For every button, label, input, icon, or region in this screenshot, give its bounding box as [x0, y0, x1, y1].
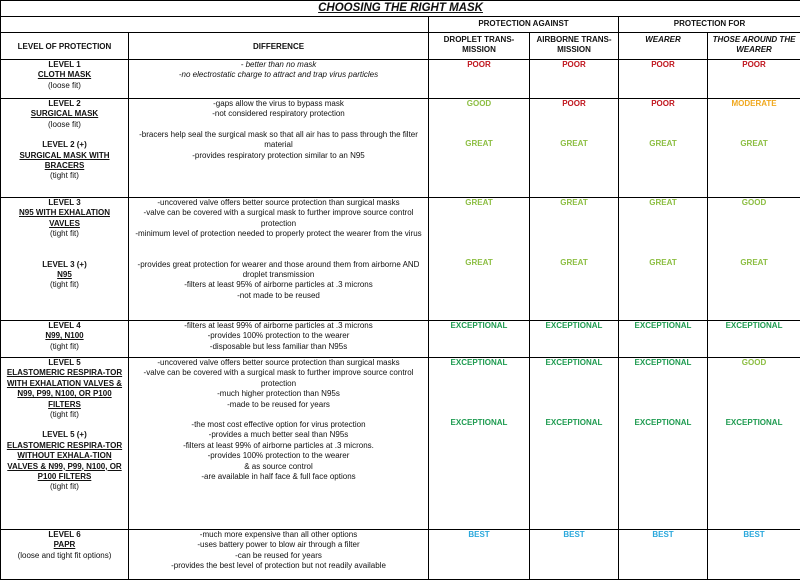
- difference-line: -uncovered valve offers better source protection than surgical masks: [157, 358, 400, 367]
- spacer: [710, 228, 798, 238]
- level-fit: (loose fit): [48, 80, 81, 90]
- rating-cell-droplet: [429, 321, 530, 358]
- spacer: [131, 240, 426, 250]
- level-num: LEVEL 3 (+): [42, 259, 87, 269]
- difference-line: -not considered respiratory protection: [212, 109, 345, 119]
- difference-line: -made to be reused for years: [227, 399, 330, 409]
- difference-line: -provides great protection for wearer and those around them from airborne AND droplet transmission: [137, 259, 420, 280]
- spacer: [710, 238, 798, 248]
- spacer: [621, 119, 705, 129]
- level-name: PAPR: [53, 540, 76, 550]
- level-name: N99, N100: [45, 331, 84, 341]
- rating-droplet: GREAT: [465, 139, 493, 149]
- difference-cell: [129, 321, 429, 358]
- difference-line: -provides a much better seal than N95s: [208, 430, 349, 440]
- level-fit: (tight fit): [50, 410, 79, 420]
- rating-wearer: EXCEPTIONAL: [634, 418, 692, 428]
- rating-others: EXCEPTIONAL: [725, 321, 783, 330]
- spacer: [621, 388, 705, 398]
- rating-droplet: EXCEPTIONAL: [450, 418, 508, 428]
- rating-others: BEST: [743, 530, 765, 539]
- difference-line: -not made to be reused: [237, 290, 320, 300]
- spacer: [621, 129, 705, 139]
- rating-droplet: GOOD: [466, 99, 492, 108]
- level-fit: (tight fit): [50, 280, 79, 290]
- spacer: [131, 410, 426, 420]
- spacer: [532, 238, 616, 248]
- level-cell: [1, 358, 129, 530]
- rating-droplet: EXCEPTIONAL: [450, 358, 508, 367]
- difference-line: & as source control: [244, 461, 313, 471]
- level-fit: (tight fit): [50, 482, 79, 492]
- difference-line: -filters at least 99% of airborne particles at .3 microns: [184, 321, 373, 330]
- rating-cell-airborne: [530, 321, 619, 358]
- rating-cell-airborne: [530, 358, 619, 530]
- spacer: [621, 208, 705, 218]
- rating-cell-others: [708, 99, 800, 198]
- difference-line: - better than no mask: [240, 60, 317, 69]
- col-header-airborne: AIRBORNE TRANS-MISSION: [530, 33, 619, 60]
- protection-against-header: PROTECTION AGAINST: [429, 17, 619, 33]
- rating-cell-others: [708, 198, 800, 321]
- level-cell: [1, 99, 129, 198]
- spacer: [3, 420, 126, 430]
- rating-airborne: GREAT: [560, 258, 588, 268]
- rating-airborne: EXCEPTIONAL: [545, 321, 603, 330]
- rating-droplet: GREAT: [465, 198, 493, 207]
- rating-cell-wearer: [619, 198, 708, 321]
- level-num: LEVEL 6: [48, 530, 81, 539]
- col-header-others: THOSE AROUND THE WEARER: [708, 33, 800, 60]
- spacer: [710, 218, 798, 228]
- level-num: LEVEL 2 (+): [42, 140, 87, 150]
- spacer: [431, 378, 527, 388]
- protection-for-header: PROTECTION FOR: [619, 17, 800, 33]
- rating-others: GREAT: [740, 139, 768, 149]
- rating-cell-others: [708, 60, 800, 99]
- spacer: [131, 250, 426, 260]
- rating-wearer: EXCEPTIONAL: [634, 321, 692, 330]
- difference-line: -filters at least 95% of airborne particles at .3 microns: [184, 280, 373, 290]
- level-cell: [1, 530, 129, 580]
- col-header-wearer: WEARER: [619, 33, 708, 60]
- spacer: [431, 218, 527, 228]
- rating-cell-airborne: [530, 198, 619, 321]
- rating-droplet: POOR: [467, 60, 491, 69]
- rating-wearer: EXCEPTIONAL: [634, 358, 692, 367]
- spacer: [710, 368, 798, 378]
- table-row: [1, 358, 800, 530]
- difference-line: -the most cost effective option for virus protection: [191, 420, 366, 430]
- rating-others: GOOD: [741, 358, 767, 367]
- spacer: [710, 388, 798, 398]
- page-title: CHOOSING THE RIGHT MASK: [1, 1, 800, 17]
- difference-cell: [129, 530, 429, 580]
- level-num: LEVEL 2: [48, 99, 81, 108]
- rating-cell-wearer: [619, 321, 708, 358]
- difference-line: -bracers help seal the surgical mask so that all air has to pass through the filter material: [139, 129, 418, 150]
- table-row: [1, 99, 800, 198]
- level-cell: [1, 198, 129, 321]
- spacer: [3, 240, 126, 250]
- rating-cell-droplet: [429, 530, 530, 580]
- spacer: [621, 228, 705, 238]
- spacer: [710, 208, 798, 218]
- difference-line: -provides 100% protection to the wearer: [207, 331, 350, 341]
- difference-cell: [129, 99, 429, 198]
- spacer: [431, 398, 527, 408]
- difference-line: -minimum level of protection needed to properly protect the wearer from the virus: [135, 229, 422, 239]
- level-num: LEVEL 5: [48, 358, 81, 367]
- spacer: [131, 120, 426, 130]
- rating-cell-droplet: [429, 198, 530, 321]
- level-cell: [1, 60, 129, 99]
- level-name: ELASTOMERIC RESPIRA-TOR WITH EXHALATION VALVES & N99, P99, N100, OR P100 FILTERS: [6, 368, 123, 409]
- difference-line: -no electrostatic charge to attract and trap virus particles: [178, 70, 379, 80]
- level-name: SURGICAL MASK: [30, 109, 99, 119]
- spacer: [532, 119, 616, 129]
- rating-droplet: GREAT: [465, 258, 493, 268]
- spacer: [710, 398, 798, 408]
- difference-cell: [129, 358, 429, 530]
- spacer: [532, 218, 616, 228]
- level-fit: (loose fit): [48, 119, 81, 129]
- difference-line: -much more expensive than all other options: [199, 530, 358, 539]
- difference-line: -provides respiratory protection similar to an N95: [192, 150, 365, 160]
- rating-cell-wearer: [619, 99, 708, 198]
- difference-line: -can be reused for years: [235, 550, 322, 560]
- spacer: [710, 248, 798, 258]
- rating-wearer: GREAT: [649, 139, 677, 149]
- rating-wearer: GREAT: [649, 258, 677, 268]
- spacer: [532, 388, 616, 398]
- spacer: [532, 208, 616, 218]
- col-header-level: LEVEL OF PROTECTION: [1, 33, 129, 60]
- rating-wearer: POOR: [651, 60, 675, 69]
- rating-others: MODERATE: [731, 99, 777, 108]
- spacer: [532, 228, 616, 238]
- level-fit: (loose and tight fit options): [17, 550, 112, 560]
- spacer: [431, 129, 527, 139]
- spacer: [621, 368, 705, 378]
- spacer: [431, 368, 527, 378]
- difference-cell: [129, 198, 429, 321]
- difference-line: -much higher protection than N95s: [217, 389, 340, 399]
- difference-line: -valve can be covered with a surgical mask to further improve source control protection: [143, 368, 414, 388]
- blank-header: [1, 17, 429, 33]
- rating-wearer: GREAT: [649, 198, 677, 207]
- spacer: [431, 238, 527, 248]
- spacer: [431, 119, 527, 129]
- spacer: [431, 109, 527, 119]
- table-row: [1, 321, 800, 358]
- spacer: [621, 398, 705, 408]
- spacer: [710, 109, 798, 119]
- rating-airborne: GREAT: [560, 139, 588, 149]
- spacer: [710, 129, 798, 139]
- difference-cell: [129, 60, 429, 99]
- rating-cell-wearer: [619, 60, 708, 99]
- table-row: [1, 60, 800, 99]
- level-cell: [1, 321, 129, 358]
- spacer: [621, 218, 705, 228]
- rating-droplet: BEST: [468, 530, 490, 539]
- difference-line: -uses battery power to blow air through a filter: [197, 540, 360, 550]
- spacer: [3, 250, 126, 260]
- spacer: [532, 398, 616, 408]
- rating-cell-others: [708, 321, 800, 358]
- difference-line: -are available in half face & full face options: [201, 472, 356, 482]
- rating-others: GREAT: [740, 258, 768, 268]
- table-row: [1, 198, 800, 321]
- rating-others: POOR: [742, 60, 766, 69]
- spacer: [532, 248, 616, 258]
- difference-line: -disposable but less familiar than N95s: [209, 341, 348, 351]
- spacer: [710, 408, 798, 418]
- rating-wearer: BEST: [652, 530, 674, 539]
- table-row: [1, 530, 800, 580]
- rating-cell-airborne: [530, 99, 619, 198]
- rating-wearer: POOR: [651, 99, 675, 108]
- rating-cell-others: [708, 530, 800, 580]
- rating-airborne: EXCEPTIONAL: [545, 418, 603, 428]
- spacer: [710, 119, 798, 129]
- rating-airborne: GREAT: [560, 198, 588, 207]
- col-header-difference: DIFFERENCE: [129, 33, 429, 60]
- difference-line: -provides the best level of protection but not readily available: [171, 561, 386, 571]
- rating-airborne: POOR: [562, 60, 586, 69]
- rating-others: GOOD: [741, 198, 767, 207]
- rating-airborne: POOR: [562, 99, 586, 108]
- difference-line: -uncovered valve offers better source protection than surgical masks: [157, 198, 400, 207]
- rating-droplet: EXCEPTIONAL: [450, 321, 508, 330]
- spacer: [621, 248, 705, 258]
- spacer: [532, 129, 616, 139]
- spacer: [621, 109, 705, 119]
- rating-cell-droplet: [429, 99, 530, 198]
- table-body: [1, 60, 800, 580]
- spacer: [431, 208, 527, 218]
- rating-cell-wearer: [619, 530, 708, 580]
- col-header-droplet: DROPLET TRANS-MISSION: [429, 33, 530, 60]
- rating-airborne: BEST: [563, 530, 585, 539]
- level-fit: (tight fit): [50, 171, 79, 181]
- rating-cell-others: [708, 358, 800, 530]
- rating-others: EXCEPTIONAL: [725, 418, 783, 428]
- spacer: [621, 378, 705, 388]
- spacer: [431, 228, 527, 238]
- rating-airborne: EXCEPTIONAL: [545, 358, 603, 367]
- level-num: LEVEL 1: [48, 60, 81, 69]
- spacer: [621, 408, 705, 418]
- level-fit: (tight fit): [50, 229, 79, 239]
- level-num: LEVEL 3: [48, 198, 81, 207]
- rating-cell-wearer: [619, 358, 708, 530]
- level-name: SURGICAL MASK WITH BRACERS: [19, 150, 110, 171]
- level-num: LEVEL 5 (+): [42, 430, 87, 440]
- spacer: [710, 378, 798, 388]
- rating-cell-droplet: [429, 358, 530, 530]
- level-name: N95: [57, 270, 72, 280]
- spacer: [532, 378, 616, 388]
- spacer: [3, 130, 126, 140]
- level-fit: (tight fit): [50, 341, 79, 351]
- difference-line: -provides 100% protection to the wearer: [207, 451, 350, 461]
- spacer: [431, 248, 527, 258]
- level-num: LEVEL 4: [48, 321, 81, 330]
- spacer: [532, 109, 616, 119]
- difference-line: -valve can be covered with a surgical mask to further improve source control protection: [143, 208, 414, 228]
- spacer: [532, 368, 616, 378]
- spacer: [431, 388, 527, 398]
- spacer: [621, 238, 705, 248]
- difference-line: -filters at least 99% of airborne particles at .3 microns.: [183, 440, 374, 450]
- difference-line: -gaps allow the virus to bypass mask: [213, 99, 344, 108]
- rating-cell-airborne: [530, 530, 619, 580]
- spacer: [532, 408, 616, 418]
- spacer: [431, 408, 527, 418]
- level-name: N95 WITH EXHALATION VAVLES: [19, 208, 110, 228]
- rating-cell-droplet: [429, 60, 530, 99]
- rating-cell-airborne: [530, 60, 619, 99]
- level-name: ELASTOMERIC RESPIRA-TOR WITHOUT EXHALA-TION VALVES & N99, P99, N100, OR P100 FILTERS: [6, 440, 123, 482]
- level-name: CLOTH MASK: [37, 70, 92, 80]
